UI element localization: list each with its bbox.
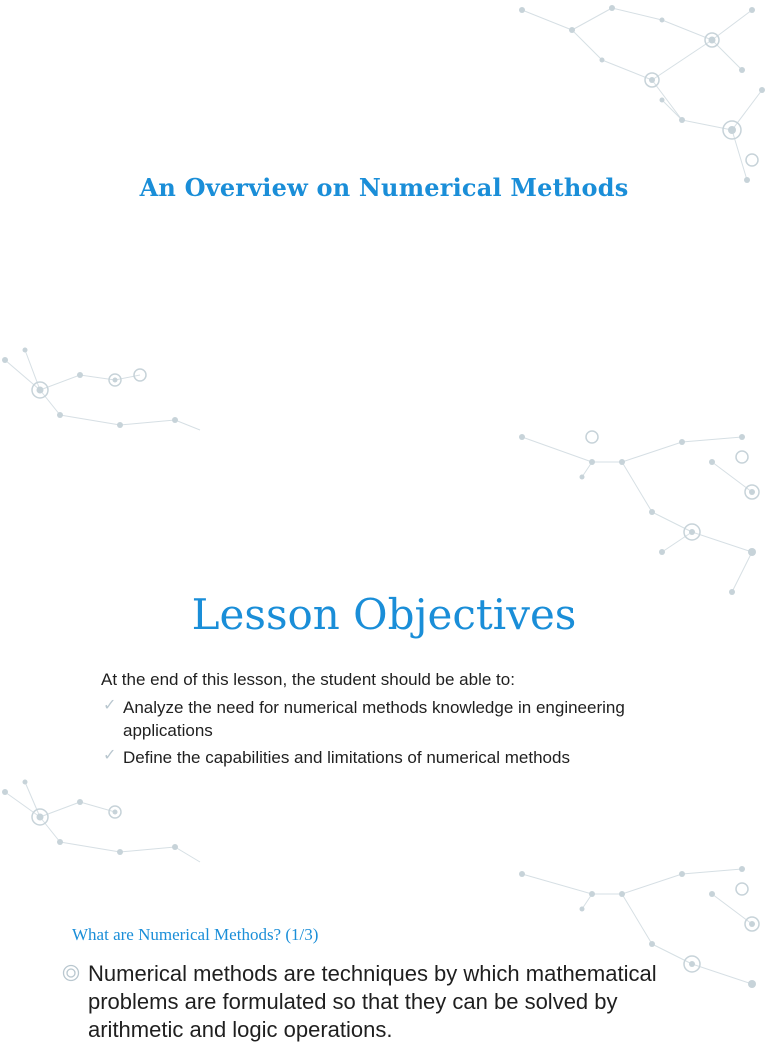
slide-title: What are Numerical Methods? (1/3) (72, 925, 319, 944)
objectives-list (103, 696, 683, 773)
objective-item (103, 746, 683, 769)
objective-item (103, 696, 683, 742)
network-decoration-top-right (512, 432, 768, 612)
slide-lesson-objectives (0, 432, 768, 864)
ring-bullet-icon (62, 964, 80, 982)
network-decoration-bottom-left (0, 777, 210, 864)
objective-text: Define the capabilities and limitations of numerical methods (123, 748, 570, 767)
bullet-text: Numerical methods are techniques by which mathematical problems are formulated so that they can be solved by arithmetic and logic operations. (88, 961, 657, 1042)
intro-text: At the end of this lesson, the student should be able to: (101, 670, 515, 689)
check-icon: ✓ (103, 747, 117, 764)
slide-title: Lesson Objectives (191, 590, 577, 639)
check-icon: ✓ (103, 697, 117, 714)
slide-what-are-numerical-methods (0, 864, 768, 1042)
slide-title (0, 0, 768, 432)
objective-text: Analyze the need for numerical methods knowledge in engineering applications (123, 698, 625, 740)
slide-title: An Overview on Numerical Methods (139, 173, 629, 202)
network-decoration-bottom-left (0, 340, 210, 432)
network-decoration-top-right (512, 0, 768, 200)
